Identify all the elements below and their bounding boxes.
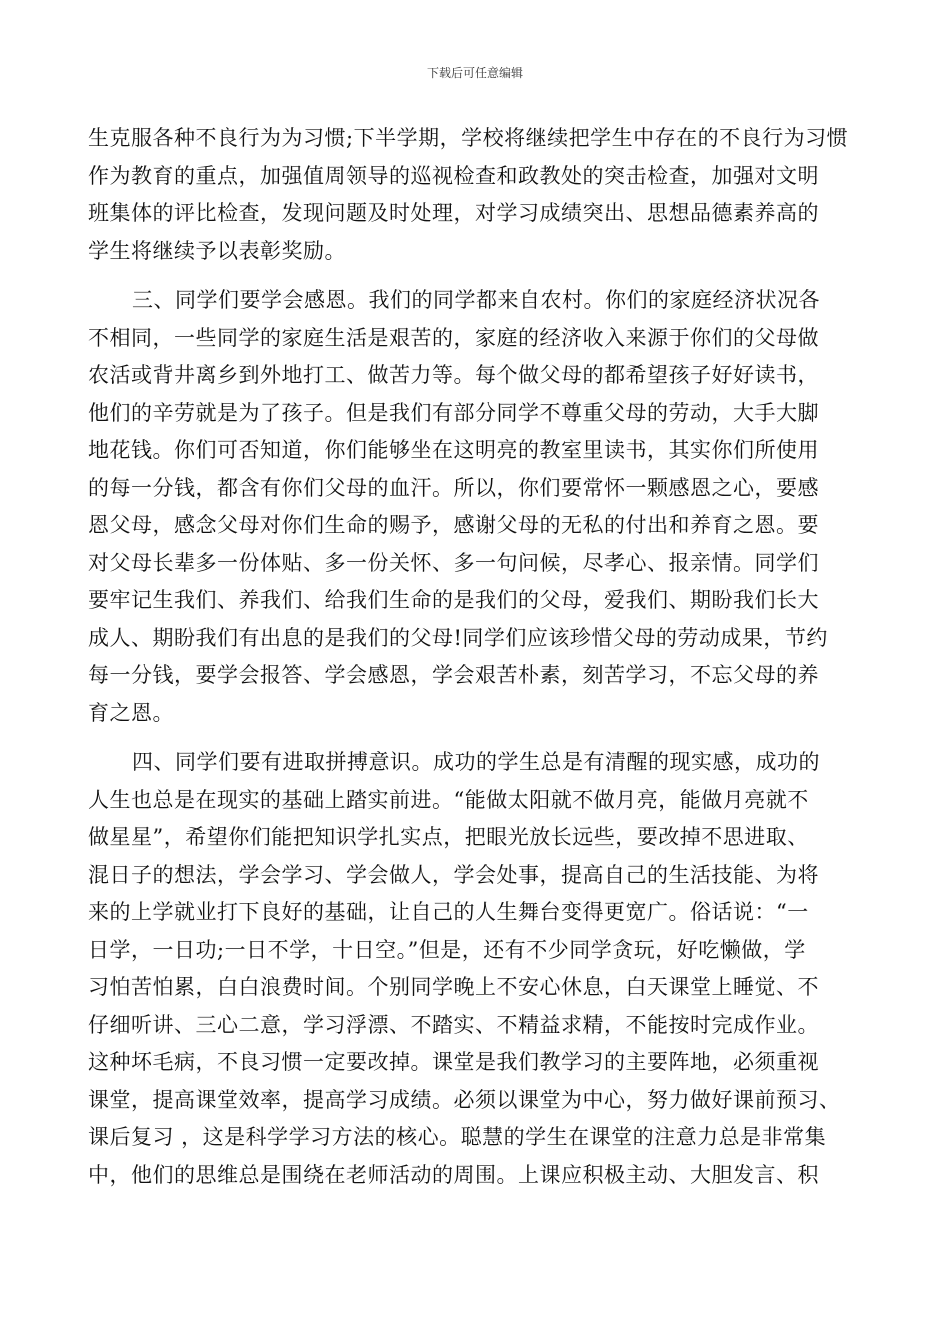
text-line: 农活或背井离乡到外地打工、做苦力等。每个做父母的都希望孩子好好读书， bbox=[88, 363, 819, 387]
text-line: 课后复习 ，这是科学学习方法的核心。聪慧的学生在课堂的注意力总是非常集 bbox=[88, 1125, 827, 1149]
text-line: 恩父母，感念父母对你们生命的赐予，感谢父母的无私的付出和养育之恩。要 bbox=[88, 513, 819, 537]
text-line: 三、同学们要学会感恩。我们的同学都来自农村。你们的家庭经济状况各 bbox=[132, 288, 820, 312]
text-line: 地花钱。你们可否知道，你们能够坐在这明亮的教室里读书，其实你们所使用 bbox=[88, 438, 819, 462]
text-line: 课堂，提高课堂效率，提高学习成绩。必须以课堂为中心，努力做好课前预习、 bbox=[88, 1087, 841, 1112]
text-line: 他们的辛劳就是为了孩子。但是我们有部分同学不尊重父母的劳动，大手大脚 bbox=[88, 400, 819, 425]
paragraph-1 bbox=[88, 120, 862, 270]
text-line: 成人、期盼我们有出息的是我们的父母!同学们应该珍惜父母的劳动成果，节约 bbox=[88, 625, 828, 650]
text-line: 生克服各种不良行为为习惯;下半学期，学校将继续把学生中存在的不良行为习惯 bbox=[88, 126, 849, 150]
text-line: 做星星”，希望你们能把知识学扎实点，把眼光放长远些，要改掉不思进取、 bbox=[88, 825, 809, 849]
text-line: 混日子的想法，学会学习、学会做人，学会处事，提高自己的生活技能、为将 bbox=[88, 862, 819, 887]
paragraph-3 bbox=[88, 744, 862, 1194]
paragraph-2 bbox=[88, 282, 862, 732]
text-line: 习怕苦怕累，白白浪费时间。个别同学晚上不安心休息，白天课堂上睡觉、不 bbox=[88, 975, 819, 999]
text-line: 中，他们的思维总是围绕在老师活动的周围。上课应积极主动、大胆发言、积 bbox=[88, 1162, 819, 1187]
document-body bbox=[88, 120, 862, 1194]
text-line: 这种坏毛病，不良习惯一定要改掉。课堂是我们教学习的主要阵地，必须重视 bbox=[88, 1050, 819, 1074]
text-line: 育之恩。 bbox=[88, 700, 174, 725]
paragraph-gap bbox=[88, 732, 862, 744]
text-line: 四、同学们要有进取拼搏意识。成功的学生总是有清醒的现实感，成功的 bbox=[132, 750, 820, 774]
text-line: 的每一分钱，都含有你们父母的血汗。所以，你们要常怀一颗感恩之心，要感 bbox=[88, 475, 819, 500]
text-line: 对父母长辈多一份体贴、多一份关怀、多一句问候，尽孝心、报亲情。同学们 bbox=[88, 550, 819, 575]
paragraph-gap bbox=[88, 270, 862, 282]
text-line: 日学，一日功;一日不学，十日空。”但是，还有不少同学贪玩，好吃懒做，学 bbox=[88, 937, 806, 962]
text-line: 要牢记生我们、养我们、给我们生命的是我们的父母，爱我们、期盼我们长大 bbox=[88, 588, 819, 612]
text-line: 仔细听讲、三心二意，学习浮漂、不踏实、不精益求精，不能按时完成作业。 bbox=[88, 1012, 819, 1037]
text-line: 人生也总是在现实的基础上踏实前进。“能做太阳就不做月亮，能做月亮就不 bbox=[88, 787, 809, 812]
text-line: 来的上学就业打下良好的基础，让自己的人生舞台变得更宽广。俗话说：“一 bbox=[88, 900, 809, 924]
text-line: 不相同，一些同学的家庭生活是艰苦的，家庭的经济收入来源于你们的父母做 bbox=[88, 325, 819, 350]
text-line: 学生将继续予以表彰奖励。 bbox=[88, 238, 346, 263]
page-header: 下载后可任意编辑 bbox=[426, 66, 523, 80]
text-line: 每一分钱，要学会报答、学会感恩，学会艰苦朴素，刻苦学习，不忘父母的养 bbox=[88, 663, 819, 687]
text-line: 作为教育的重点，加强值周领导的巡视检查和政教处的突击检查，加强对文明 bbox=[88, 163, 819, 188]
text-line: 班集体的评比检查，发现问题及时处理，对学习成绩突出、思想品德素养高的 bbox=[88, 201, 819, 225]
